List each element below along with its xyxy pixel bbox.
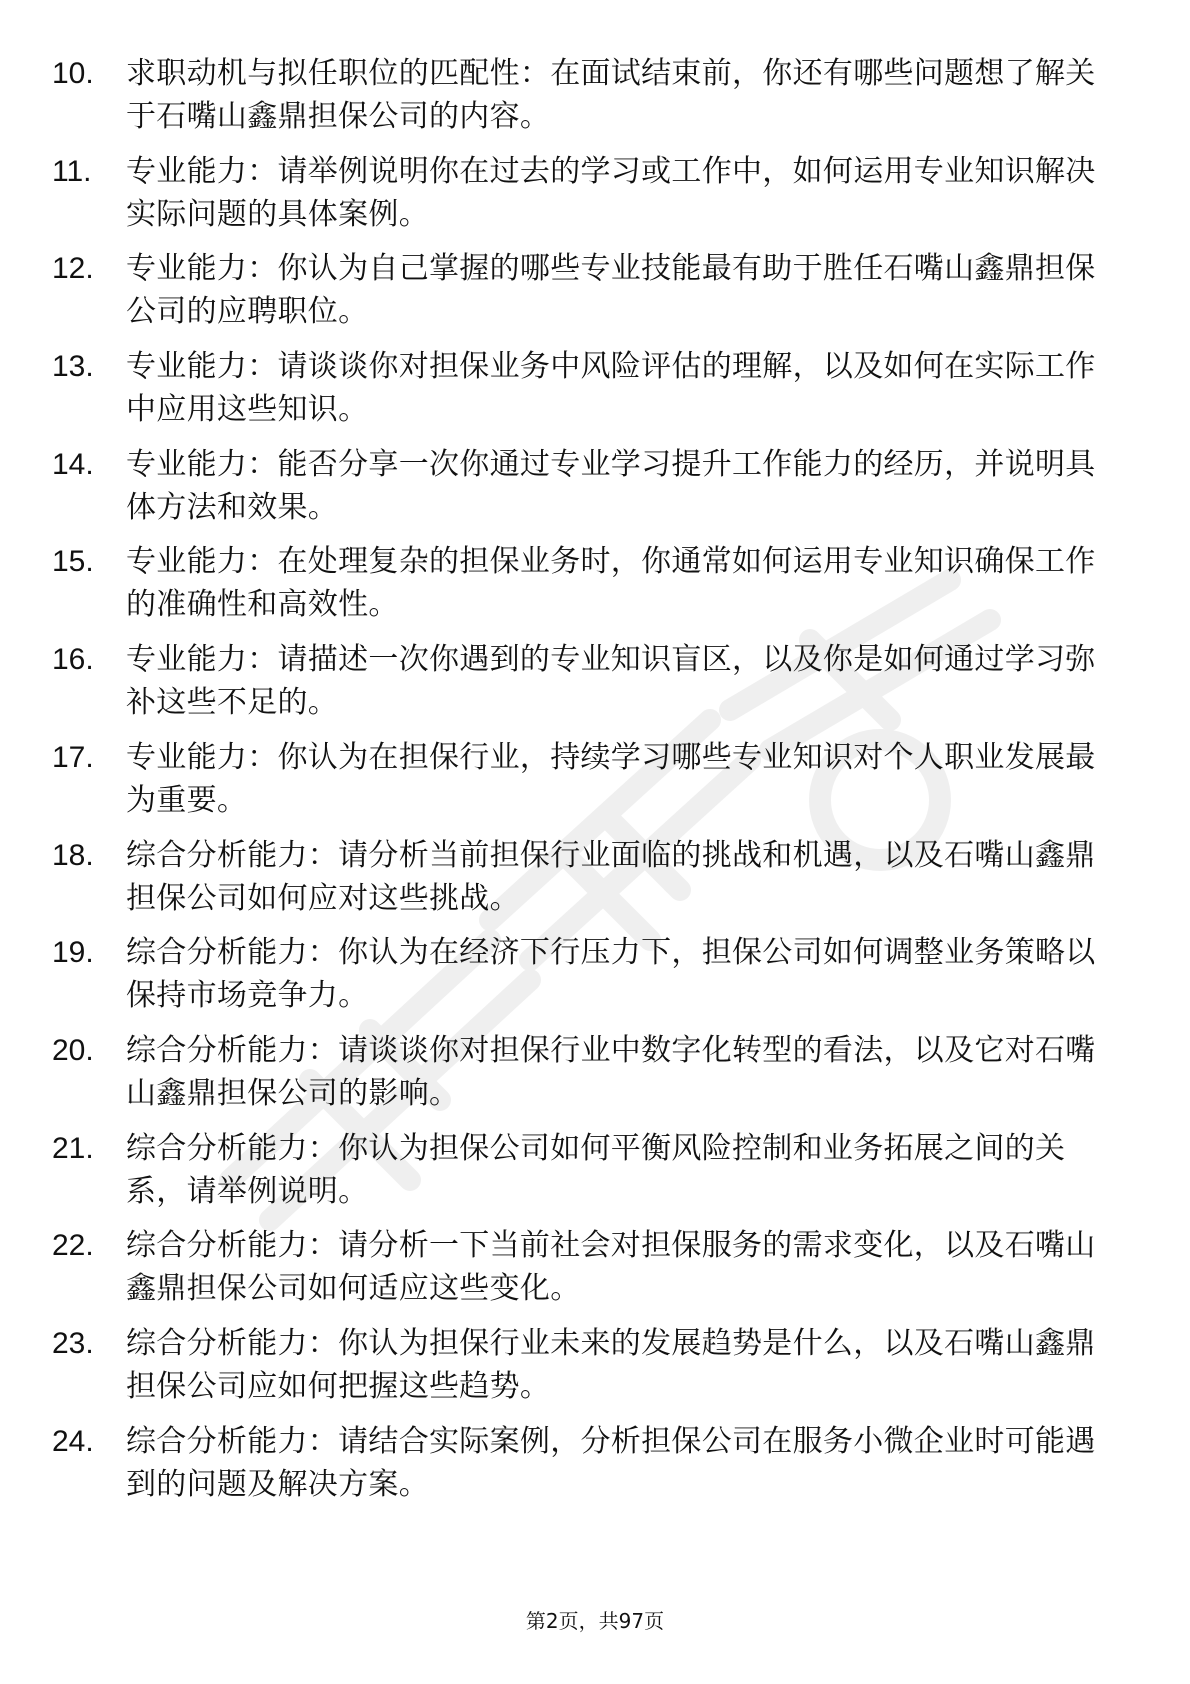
- question-item: [52, 1127, 1112, 1213]
- question-item: [52, 345, 1112, 431]
- question-item: [52, 1420, 1112, 1506]
- question-item: [52, 1322, 1112, 1408]
- question-text: 专业能力：你认为在担保行业，持续学习哪些专业知识对个人职业发展最为重要。: [126, 739, 1096, 818]
- question-number: 12.: [52, 252, 94, 286]
- question-text: 综合分析能力：请结合实际案例，分析担保公司在服务小微企业时可能遇到的问题及解决方案。: [126, 1423, 1096, 1502]
- question-number: 22.: [52, 1229, 94, 1263]
- question-number: 15.: [52, 545, 94, 579]
- question-text: 综合分析能力：请谈谈你对担保行业中数字化转型的看法，以及它对石嘴山鑫鼎担保公司的影响。: [126, 1032, 1096, 1111]
- question-item: [52, 540, 1112, 626]
- question-text: 专业能力：请举例说明你在过去的学习或工作中，如何运用专业知识解决实际问题的具体案例。: [126, 153, 1096, 232]
- question-list: [52, 52, 1112, 1517]
- question-item: [52, 150, 1112, 236]
- question-number: 13.: [52, 350, 94, 384]
- question-item: [52, 931, 1112, 1017]
- question-item: [52, 736, 1112, 822]
- question-number: 23.: [52, 1326, 94, 1360]
- question-number: 11.: [52, 154, 92, 188]
- question-item: [52, 443, 1112, 529]
- question-item: [52, 834, 1112, 920]
- question-number: 16.: [52, 643, 94, 677]
- question-text: 专业能力：请描述一次你遇到的专业知识盲区，以及你是如何通过学习弥补这些不足的。: [126, 642, 1096, 721]
- question-text: 专业能力：你认为自己掌握的哪些专业技能最有助于胜任石嘴山鑫鼎担保公司的应聘职位。: [126, 251, 1096, 330]
- question-text: 专业能力：在处理复杂的担保业务时，你通常如何运用专业知识确保工作的准确性和高效性。: [126, 544, 1096, 623]
- question-number: 24.: [52, 1424, 94, 1458]
- question-text: 综合分析能力：请分析当前担保行业面临的挑战和机遇，以及石嘴山鑫鼎担保公司如何应对这些挑战。: [126, 837, 1096, 916]
- page-number-label: 第2页，共97页: [525, 1609, 665, 1633]
- question-text: 综合分析能力：你认为在经济下行压力下，担保公司如何调整业务策略以保持市场竞争力。: [126, 935, 1096, 1014]
- question-text: 专业能力：能否分享一次你通过专业学习提升工作能力的经历，并说明具体方法和效果。: [126, 446, 1096, 525]
- question-number: 14.: [52, 447, 94, 481]
- question-number: 21.: [52, 1131, 94, 1165]
- question-number: 19.: [52, 936, 94, 970]
- question-number: 17.: [52, 740, 94, 774]
- question-text: 综合分析能力：请分析一下当前社会对担保服务的需求变化，以及石嘴山鑫鼎担保公司如何适应这些变化。: [126, 1228, 1096, 1307]
- question-number: 18.: [52, 838, 94, 872]
- question-text: 求职动机与拟任职位的匹配性：在面试结束前，你还有哪些问题想了解关于石嘴山鑫鼎担保公司的内容。: [126, 56, 1096, 134]
- question-item: [52, 638, 1112, 724]
- question-number: 10.: [52, 57, 94, 90]
- question-item: [52, 247, 1112, 333]
- question-text: 综合分析能力：你认为担保公司如何平衡风险控制和业务拓展之间的关系，请举例说明。: [126, 1130, 1066, 1209]
- question-item: [52, 1224, 1112, 1310]
- question-text: 专业能力：请谈谈你对担保业务中风险评估的理解，以及如何在实际工作中应用这些知识。: [126, 349, 1096, 428]
- question-item: [52, 1029, 1112, 1115]
- question-number: 20.: [52, 1033, 94, 1067]
- question-text: 综合分析能力：你认为担保行业未来的发展趋势是什么，以及石嘴山鑫鼎担保公司应如何把握这些趋势。: [126, 1325, 1096, 1404]
- question-item: [52, 52, 1112, 138]
- page-footer: [0, 1608, 1190, 1634]
